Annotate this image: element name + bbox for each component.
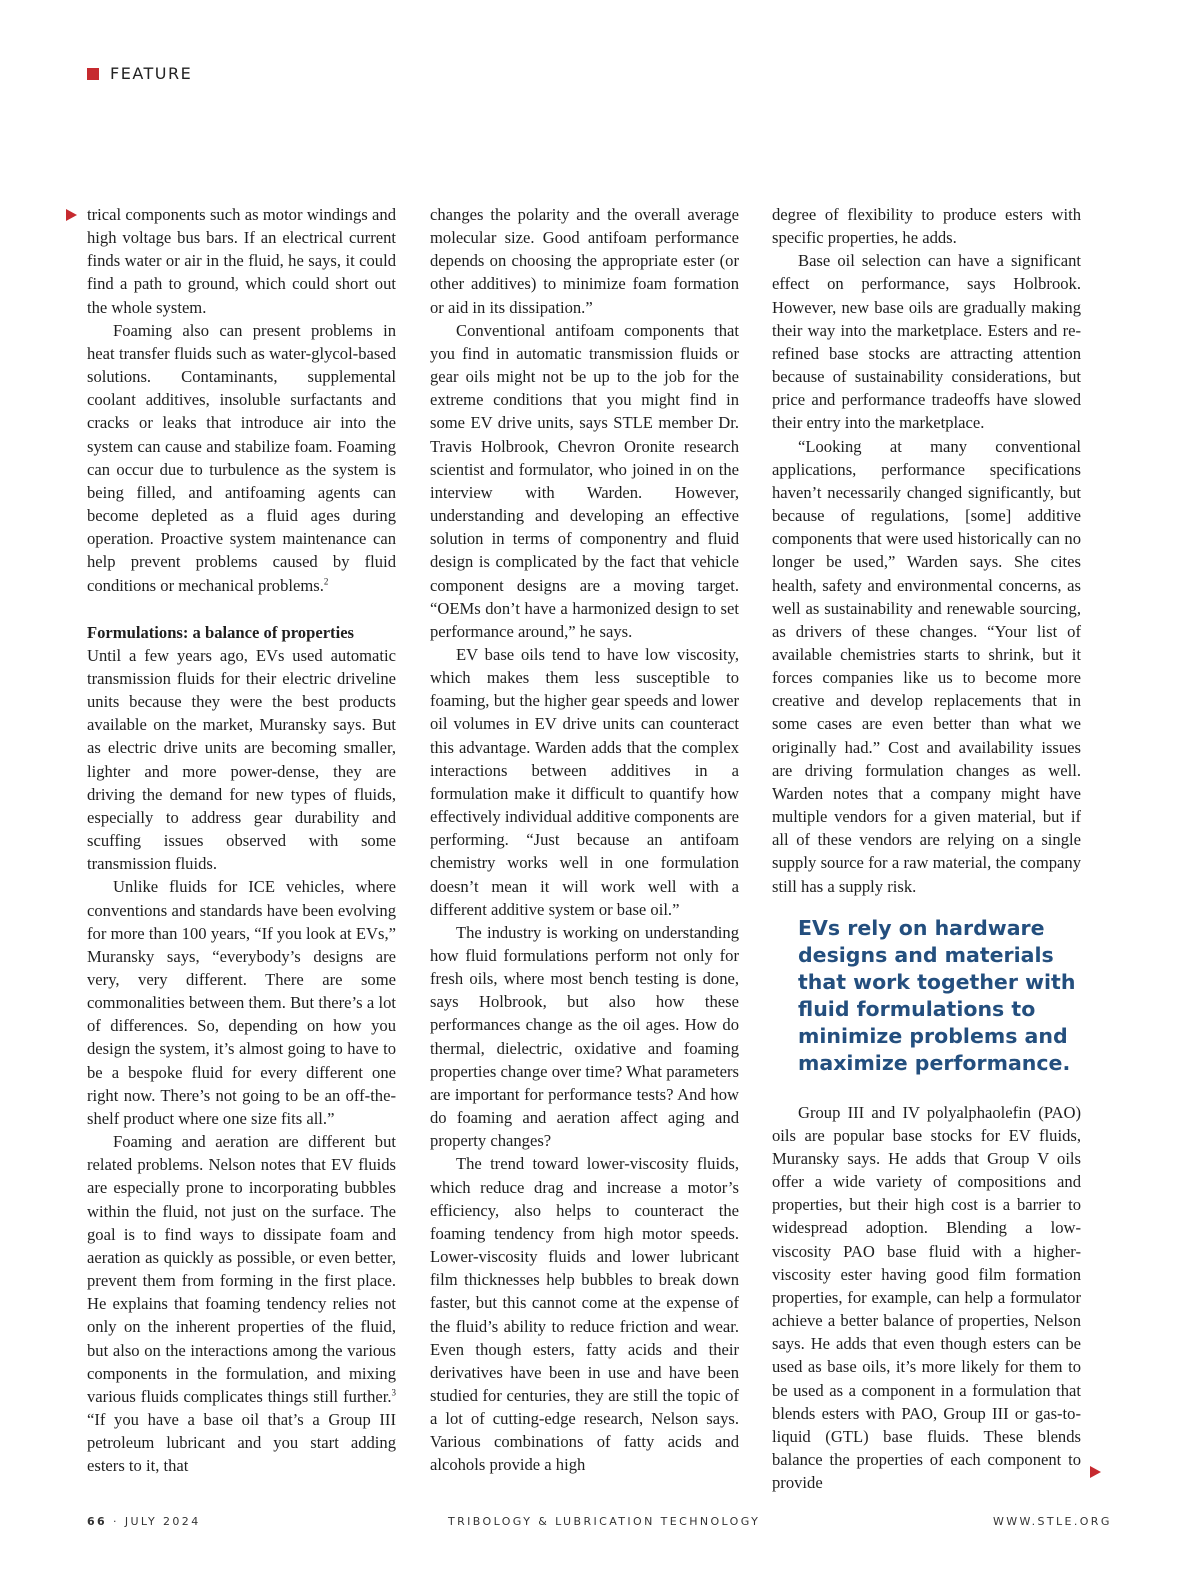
paragraph: Group III and IV polyalphaolefin (PAO) oils are popular base stocks for EV fluids, Muransky says. He adds that Group V oils offer a wide variety of compositions and properties, but their high cost is a barrier to widespread adoption. Blending a low-viscosity PAO base fluid with a higher-viscosity ester having good film formation properties, for example, can help a formulator achieve a better balance of properties, Nelson says. He adds that even though esters can be used as base oils, it’s more likely for them to be used as a component in a formulation that blends esters with PAO, Group III or gas-to-liquid (GTL) base fluids. These blends balance the properties of each component to provide [772, 1102, 1081, 1493]
paragraph: degree of flexibility to produce esters with specific properties, he adds. [772, 205, 1081, 248]
website-link[interactable]: WWW.STLE.ORG [993, 1515, 1112, 1528]
footnote-ref: 2 [323, 575, 329, 586]
continued-on-arrow-icon [1090, 1466, 1101, 1478]
paragraph: Unlike fluids for ICE vehicles, where conventions and standards have been evolving for more than 100 years, “If you look at EVs,” Muransky says, “everybody’s designs are very, very different. There are some commonalities between them. But there’s a lot of differences. So, depending on how you design the system, it’s almost going to have to be a bespoke fluid for every different one right now. There’s not going to be an off-the-shelf product where one size fits all.” [87, 877, 396, 1128]
issue-date: JULY 2024 [124, 1515, 201, 1528]
article-column-2 [430, 203, 739, 1477]
subheading: Formulations: a balance of properties [87, 622, 355, 642]
article-column-1 [87, 203, 396, 1477]
article-column-3 [772, 203, 1081, 1494]
paragraph: “Looking at many conventional applications, performance specifications haven’t necessarily changed significantly, but because of regulations, [some] additive components that were used historically can no longer be used,” Warden says. She cites health, safety and environmental concerns, as well as sustainability and renewable sourcing, as drivers of these changes. “Your list of available chemistries starts to shrink, but it forces companies like us to become more creative and develop replacements that in some cases are even better than what we originally had.” Cost and availability issues are driving formulation changes as well. Warden notes that a company might have multiple vendors for a given material, but if all of these vendors are relying on a single supply source for a raw material, the company still has a supply risk. [772, 436, 1081, 896]
publication-name: TRIBOLOGY & LUBRICATION TECHNOLOGY [448, 1515, 761, 1528]
paragraph: EV base oils tend to have low viscosity, which makes them less susceptible to foaming, but the higher gear speeds and lower oil volumes in EV drive units can counteract this advantage. Warden adds that the complex interactions between additives in a formulation make it difficult to quantify how effectively individual additive components are performing. “Just because an antifoam chemistry works well in one formulation doesn’t mean it will work well with a different additive system or base oil.” [430, 644, 739, 919]
paragraph: Conventional antifoam components that you find in automatic transmission fluids or gear oils might not be up to the job for the extreme conditions that you might find in some EV drive units, says STLE member Dr. Travis Holbrook, Chevron Oronite research scientist and formulator, who joined in on the interview with Warden. However, understanding and developing an effective solution in terms of componentry and fluid design is complicated by the fact that vehicle component designs are a moving target. “OEMs don’t have a harmonized design to set performance around,” he says. [430, 320, 739, 641]
paragraph: Until a few years ago, EVs used automatic transmission fluids for their electric driveline units because they were the best products available on the market, Muransky says. But as electric drive units are becoming smaller, lighter and more power-dense, they are driving the demand for new types of fluids, especially to address gear durability and scuffing issues observed with some transmission fluids. [87, 645, 396, 874]
paragraph: The industry is working on understanding how fluid formulations perform not only for fresh oils, where most bench testing is done, says Holbrook, but also how these performances change as the oil ages. How do thermal, dielectric, oxidative and foaming properties change over time? What parameters are important for performance tests? And how do foaming and aeration affect aging and property changes? [430, 922, 739, 1151]
paragraph: Foaming and aeration are different but related problems. Nelson notes that EV fluids are especially prone to incorporating bubbles within the fluid, not just on the surface. The goal is to find ways to dissipate foam and aeration as quickly as possible, or even better, prevent them from forming in the first place. He explains that foaming tendency relies not only on the inherent properties of the fluid, but also on the interactions among the various components in the formulation, and mixing various fluids complicates things still further.$^3$ “If you have a base oil that’s a Group III petroleum lubricant and you start adding esters to it, that [87, 1132, 396, 1476]
section-header [87, 64, 192, 83]
page-number: 66 [87, 1515, 108, 1528]
section-title: FEATURE [110, 64, 193, 83]
pull-quote: EVs rely on hardware designs and materials that work together with fluid formulations to minimize problems and maximize performance. [798, 915, 1076, 1075]
paragraph: trical components such as motor windings and high voltage bus bars. If an electrical current finds water or air in the fluid, he says, it could find a path to ground, which could short out the whole system. [87, 205, 396, 317]
section-marker-square [87, 68, 99, 80]
paragraph: The trend toward lower-viscosity fluids, which reduce drag and increase a motor’s efficiency, also helps to counteract the foaming tendency from high motor speeds. Lower-viscosity fluids and lower lubricant film thicknesses help bubbles to break down faster, but this cannot come at the expense of the fluid’s ability to reduce friction and wear. Even though esters, fatty acids and their derivatives have been in use and have been studied for centuries, they are still the topic of a lot of cutting-edge research, Nelson says. Various combinations of fatty acids and alcohols provide a high [430, 1154, 739, 1475]
paragraph: changes the polarity and the overall average molecular size. Good antifoam performance depends on choosing the appropriate ester (or other additives) to minimize foam formation or aid in its dissipation.” [430, 205, 739, 317]
paragraph: Base oil selection can have a significant effect on performance, says Holbrook. However, new base oils are gradually making their way into the marketplace. Esters and re-refined base stocks are attracting attention because of sustainability considerations, but price and performance tradeoffs have slowed their entry into the marketplace. [772, 251, 1081, 433]
paragraph: Foaming also can present problems in heat transfer fluids such as water-glycol-based solutions. Contaminants, supplemental coolant additives, insoluble surfactants and cracks or leaks that introduce air into the system can cause and stabilize foam. Foaming can occur due to turbulence as the system is being filled, and antifoaming agents can become depleted as a fluid ages during operation. Proactive system maintenance can help prevent problems caused by fluid conditions or mechanical problems.$^2$ [87, 320, 396, 595]
footer-separator: · [113, 1515, 119, 1528]
footnote-ref: 3 [391, 1387, 396, 1398]
continued-from-arrow-icon [66, 209, 77, 221]
footer-page-info [87, 1515, 201, 1528]
